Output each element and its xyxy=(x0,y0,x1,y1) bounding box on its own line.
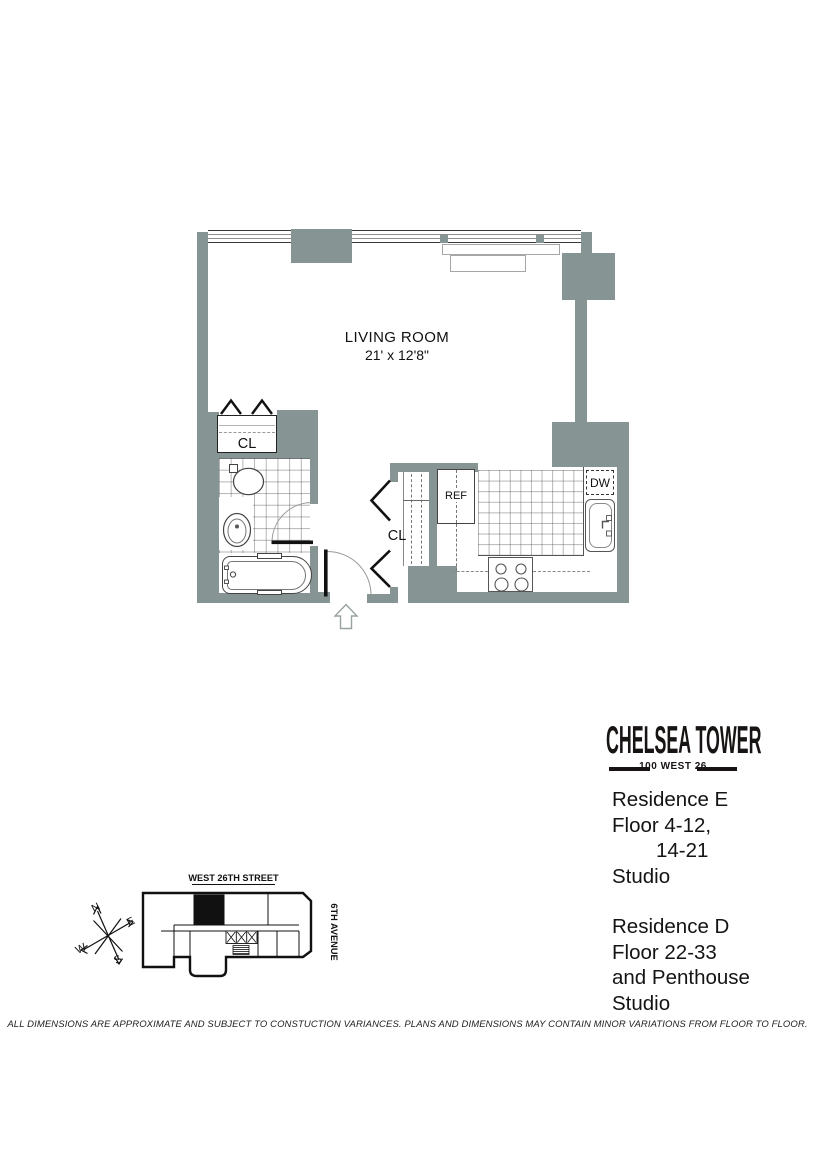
disclaimer-text: ALL DIMENSIONS ARE APPROXIMATE AND SUBJECT TO CONSTUCTION VARIANCES. PLANS AND DIMENSIONS MAY CONTAIN MINOR VARIATIONS FROM FLOOR TO FLOOR. xyxy=(7,1019,808,1030)
bathroom-sink xyxy=(224,514,251,547)
toilet xyxy=(230,465,264,495)
residence-e-line: Floor 4-12, xyxy=(612,813,712,837)
residence-e-line: 14-21 xyxy=(656,839,709,862)
residence-e-line: Residence E xyxy=(612,788,729,811)
logo-chelsea-tower xyxy=(606,718,762,762)
street-label: WEST 26TH STREET xyxy=(188,873,279,883)
highlighted-unit xyxy=(194,895,225,925)
compass-w: W xyxy=(73,941,89,957)
refrigerator-label-text: REF xyxy=(445,490,467,502)
residence-d-line: Floor 22-33 xyxy=(612,940,717,964)
entry-arrow-icon xyxy=(335,605,357,629)
avenue-label: 6TH AVENUE xyxy=(329,903,339,961)
bathroom-door xyxy=(272,503,314,545)
living-room-dims: 21' x 12'8" xyxy=(364,347,430,363)
compass-n: N xyxy=(89,900,103,916)
logo-text: CHELSEA TOWER xyxy=(606,718,762,762)
tub-faucet xyxy=(225,566,236,584)
compass-rose xyxy=(74,898,144,978)
entry-door xyxy=(324,550,371,597)
stair-core xyxy=(233,946,249,955)
stove-burners xyxy=(495,564,528,591)
compass-lines xyxy=(81,907,133,968)
residence-e-block xyxy=(612,787,728,889)
bath-closet-label: CL xyxy=(237,436,257,452)
logo-address: 100 WEST 26 xyxy=(639,761,707,772)
kitchen-sink-faucet xyxy=(603,516,612,537)
compass-e: E xyxy=(124,914,138,930)
residence-d-line: Residence D xyxy=(612,915,730,938)
living-room-label: LIVING ROOM xyxy=(344,329,450,346)
closet-door-chevrons xyxy=(372,481,391,588)
elevator-core xyxy=(226,931,257,944)
residence-d-line: Studio xyxy=(612,991,671,1015)
center-closet-label: CL xyxy=(387,528,407,544)
residence-d-block xyxy=(612,914,750,1016)
compass-s: S xyxy=(111,952,125,968)
residence-e-line: Studio xyxy=(612,864,671,888)
residence-d-line: and Penthouse xyxy=(612,966,750,989)
dishwasher-label: DW xyxy=(590,476,610,490)
bifold-door-chevrons xyxy=(221,401,272,415)
